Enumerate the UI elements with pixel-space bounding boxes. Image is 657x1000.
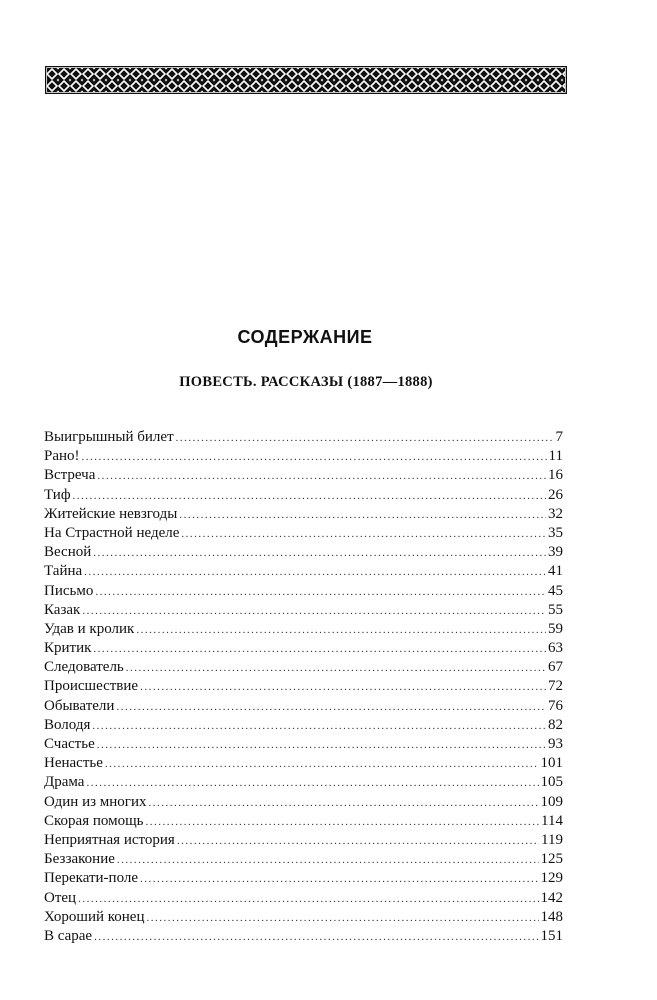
- toc-entry-title: Удав и кролик: [44, 620, 135, 637]
- toc-entry-page: 76: [548, 697, 563, 714]
- toc-leader-dots: [145, 813, 539, 832]
- toc-entry-page: 109: [540, 793, 563, 810]
- page-title: СОДЕРЖАНИЕ: [237, 327, 373, 347]
- toc-leader-dots: [73, 487, 546, 506]
- toc-entry-title: Выигрышный билет: [44, 429, 174, 445]
- toc-leader-dots: [94, 928, 538, 947]
- toc-leader-dots: [148, 794, 538, 813]
- toc-entry-page: 55: [548, 601, 563, 618]
- toc-entry-title: На Страстной неделе: [44, 524, 180, 541]
- toc-entry-title: Скорая помощь: [44, 812, 144, 829]
- toc-entry-title: Володя: [44, 716, 91, 733]
- toc-leader-dots: [181, 525, 546, 544]
- toc-entry-page: 26: [548, 486, 563, 503]
- toc-entry: [44, 697, 563, 716]
- toc-entry-page: 41: [548, 563, 563, 580]
- toc-entry: [44, 524, 563, 543]
- toc-entry: [44, 831, 563, 850]
- toc-leader-dots: [146, 909, 538, 928]
- toc-entry-page: 67: [548, 659, 563, 676]
- toc-entry: [44, 582, 563, 601]
- section-heading: ПОВЕСТЬ. РАССКАЗЫ (1887—1888): [179, 374, 433, 390]
- toc-leader-dots: [176, 429, 554, 448]
- toc-entry-page: 59: [548, 620, 563, 637]
- toc-leader-dots: [78, 890, 538, 909]
- toc-entry-page: 142: [540, 889, 563, 906]
- toc-entry: [44, 658, 563, 677]
- toc-entry-title: Встреча: [44, 467, 96, 484]
- toc-entry: [44, 505, 563, 524]
- toc-entry-title: Письмо: [44, 582, 94, 599]
- toc-entry: [44, 543, 563, 562]
- toc-entry-page: 151: [540, 927, 563, 944]
- toc-leader-dots: [86, 774, 538, 793]
- toc-entry-page: 35: [548, 524, 563, 541]
- toc-entry-title: В сарае: [44, 927, 93, 944]
- toc-entry: [44, 620, 563, 639]
- toc-entry-title: Житейские невзгоды: [44, 505, 178, 522]
- toc-entry-title: Счастье: [44, 736, 95, 752]
- toc-entry-page: 32: [548, 505, 563, 522]
- toc-entry: [44, 793, 563, 812]
- toc-entry: [44, 812, 563, 831]
- toc-entry-title: Отец: [44, 889, 77, 906]
- toc-entry-page: 129: [540, 870, 563, 887]
- toc-entry-title: Неприятная история: [44, 831, 175, 848]
- toc-entry-title: Ненастье: [44, 755, 103, 772]
- table-of-contents: [44, 428, 563, 946]
- toc-entry: [44, 754, 563, 773]
- toc-entry-page: 39: [548, 544, 563, 561]
- toc-leader-dots: [82, 602, 546, 621]
- toc-entry-title: Следователь: [44, 659, 124, 676]
- toc-entry-title: Рано!: [44, 448, 80, 465]
- toc-leader-dots: [93, 640, 546, 659]
- toc-leader-dots: [82, 448, 547, 467]
- toc-entry-title: Происшествие: [44, 678, 139, 695]
- toc-entry-title: Один из многих: [44, 793, 147, 810]
- toc-entry: [44, 889, 563, 908]
- toc-leader-dots: [95, 583, 546, 602]
- toc-entry-page: 82: [548, 716, 563, 733]
- toc-entry-page: 72: [548, 678, 563, 695]
- toc-entry: [44, 927, 563, 946]
- toc-leader-dots: [84, 563, 546, 582]
- toc-leader-dots: [93, 544, 546, 563]
- toc-entry-page: 45: [548, 582, 563, 599]
- toc-entry: [44, 677, 563, 696]
- toc-entry: [44, 850, 563, 869]
- toc-entry: [44, 773, 563, 792]
- toc-leader-dots: [97, 467, 546, 486]
- toc-leader-dots: [117, 851, 539, 870]
- toc-entry: [44, 466, 563, 485]
- toc-entry-page: 101: [540, 755, 563, 772]
- toc-entry-page: 119: [541, 831, 563, 848]
- toc-leader-dots: [136, 621, 546, 640]
- toc-entry: [44, 908, 563, 927]
- toc-entry-page: 148: [540, 908, 563, 925]
- toc-entry-title: Весной: [44, 544, 92, 561]
- toc-entry-page: 16: [548, 467, 563, 484]
- toc-entry-page: 63: [548, 640, 563, 657]
- toc-entry-title: Критик: [44, 640, 92, 657]
- toc-entry: [44, 716, 563, 735]
- toc-entry: [44, 428, 563, 447]
- lattice-ornament-icon: [45, 66, 567, 94]
- toc-entry: [44, 601, 563, 620]
- toc-entry: [44, 869, 563, 888]
- toc-entry-title: Драма: [44, 774, 85, 791]
- toc-entry-title: Тиф: [44, 486, 71, 503]
- toc-entry-title: Хороший конец: [44, 908, 145, 925]
- toc-entry: [44, 639, 563, 658]
- toc-entry-title: Казак: [44, 601, 81, 618]
- toc-entry-page: 7: [555, 429, 563, 445]
- toc-entry-page: 11: [548, 448, 563, 465]
- toc-leader-dots: [177, 832, 539, 851]
- toc-leader-dots: [140, 678, 546, 697]
- toc-entry-page: 114: [541, 812, 563, 829]
- toc-entry-title: Перекати-поле: [44, 870, 139, 887]
- toc-entry-title: Тайна: [44, 563, 83, 580]
- toc-entry-page: 105: [540, 774, 563, 791]
- toc-entry-title: Беззаконие: [44, 851, 115, 868]
- toc-entry: [44, 486, 563, 505]
- toc-entry-page: 125: [540, 851, 563, 868]
- toc-leader-dots: [92, 717, 546, 736]
- toc-leader-dots: [105, 755, 539, 774]
- toc-entry: [44, 447, 563, 466]
- toc-leader-dots: [140, 870, 538, 889]
- toc-leader-dots: [116, 698, 546, 717]
- toc-entry: [44, 562, 563, 581]
- toc-entry-title: Обыватели: [44, 697, 115, 714]
- toc-entry-page: 93: [548, 736, 563, 752]
- toc-leader-dots: [126, 659, 546, 678]
- toc-entry: [44, 735, 563, 754]
- toc-leader-dots: [179, 506, 546, 525]
- toc-leader-dots: [97, 736, 546, 755]
